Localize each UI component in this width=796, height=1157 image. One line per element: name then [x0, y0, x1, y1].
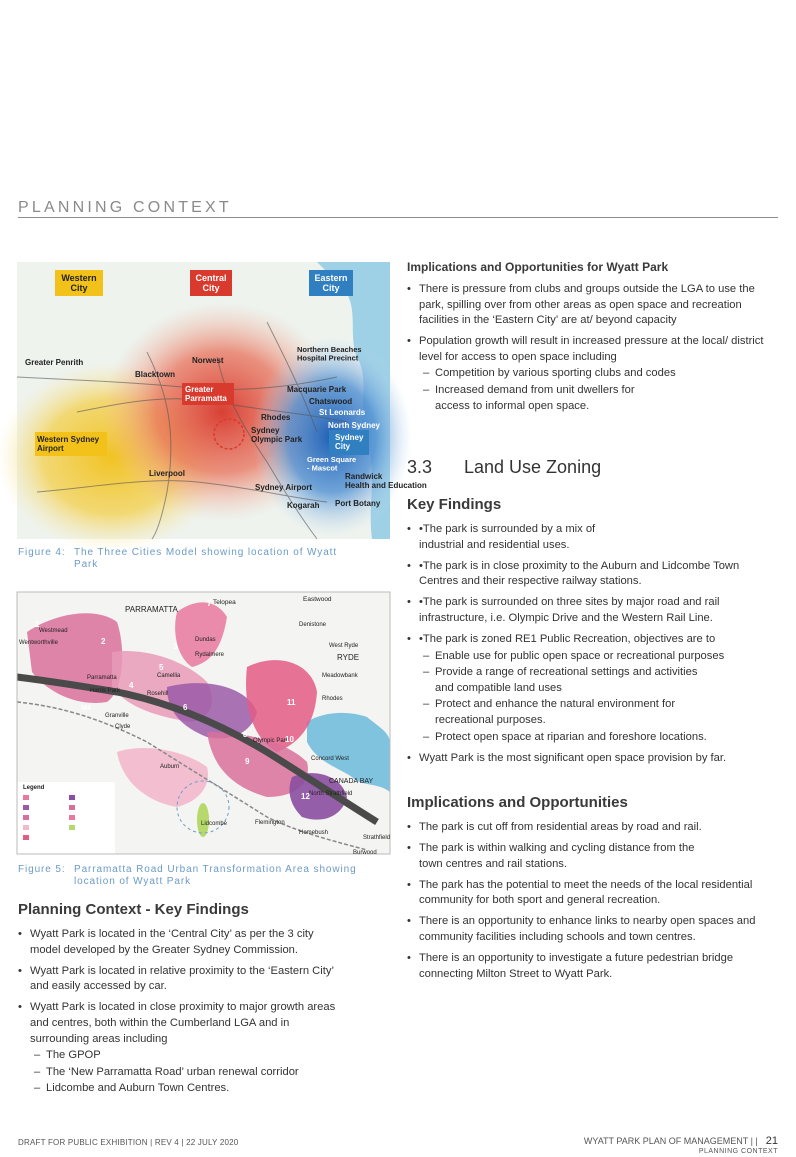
figure-5-number: Figure 5:: [18, 864, 66, 875]
list-item: • The park is within walking and cycling distance from the town centres and rail stations.: [407, 841, 719, 872]
zone-number-12: 12: [301, 792, 310, 801]
fig5-place-parramatta: PARRAMATTA: [125, 605, 178, 614]
fig5-place-burwood: Burwood: [353, 850, 377, 856]
fig5-place-rydalmere: Rydalmere: [195, 652, 225, 658]
section-number: 3.3: [407, 457, 433, 477]
zone-number-9: 9: [245, 757, 250, 766]
section-title-text: Land Use Zoning: [464, 457, 602, 477]
fig5-place-concord-west: Concord West: [311, 756, 349, 762]
footer-right: [584, 1136, 778, 1157]
place-label-kogarah: Kogarah: [287, 501, 320, 510]
list-item: • •The park is in close proximity to the Auburn and Lidcombe Town Centres and their respective railway stations.: [407, 559, 773, 590]
fig5-place-parramatta: Parramatta: [87, 675, 117, 681]
place-label-greater-parramatta: Greater Parramatta: [185, 385, 227, 403]
place-label-sydney-olympic-park: Sydney Olympic Park: [251, 426, 303, 444]
figure-4-number: Figure 4:: [18, 547, 66, 558]
zone-number-7: 7: [207, 599, 212, 608]
zone-number-6: 6: [183, 703, 188, 712]
list-item: • The park has the potential to meet the needs of the local residential community for both sport and general recreation.: [407, 878, 773, 909]
fig5-place-auburn: Auburn: [160, 764, 180, 770]
zone-number-3: 3: [173, 642, 178, 651]
page-number: 21: [765, 1135, 778, 1147]
fig5-place-legend: Legend: [23, 785, 45, 791]
zone-number-8: 8: [243, 730, 248, 739]
list-item: • Wyatt Park is located in close proximity to major growth areas and centres, both within the Cumberland LGA and in surrounding areas including: [18, 1000, 340, 1047]
city-label-central-city: Central City: [195, 273, 227, 293]
key-findings-heading: Key Findings: [407, 496, 502, 513]
fig5-place-homebush: Homebush: [299, 830, 329, 836]
place-label-northern-beaches-hospital-precinct: Northern Beaches Hospital Precinct: [297, 345, 362, 363]
sub-list-item: – Protect open space at riparian and foreshore locations.: [407, 730, 773, 746]
legend-box: [17, 782, 115, 854]
fig5-place-telopea: Telopea: [213, 599, 236, 606]
place-label-western-sydney-airport: Western Sydney Airport: [37, 435, 100, 453]
place-label-randwick-health-and-education: Randwick Health and Education: [345, 472, 427, 490]
fig5-place-olympic-park: Olympic Park: [253, 738, 289, 744]
implications-wyatt-heading: Implications and Opportunities for Wyatt Park: [407, 260, 669, 274]
list-item: • Wyatt Park is located in relative proximity to the ‘Eastern City’ and easily accessed by car.: [18, 964, 340, 995]
figure-5-caption-text: Parramatta Road Urban Transformation Area showing location of Wyatt Park: [74, 864, 357, 887]
fig5-place-ryde: RYDE: [337, 653, 360, 662]
place-label-rhodes: Rhodes: [261, 413, 291, 422]
fig5-place-flemington: Flemington: [255, 820, 285, 826]
planning-key-findings-list: [18, 927, 340, 1098]
sub-list-item: – The ‘New Parramatta Road’ urban renewal corridor: [18, 1065, 340, 1081]
place-label-port-botany: Port Botany: [335, 499, 381, 508]
zone-number-10: 10: [285, 735, 294, 744]
city-label-eastern-city: Eastern City: [314, 273, 348, 293]
fig5-place-clyde: Clyde: [115, 724, 131, 730]
wyatt-park-site: [197, 803, 209, 837]
fig5-place-granville: Granville: [105, 713, 129, 719]
place-label-north-sydney: North Sydney: [328, 421, 381, 430]
fig5-place-eastwood: Eastwood: [303, 596, 332, 603]
list-item: • Wyatt Park is the most significant open space provision by far.: [407, 751, 773, 767]
fig5-place-rhodes: Rhodes: [322, 696, 343, 702]
figure-4-caption-text: The Three Cities Model showing location of Wyatt Park: [74, 547, 338, 570]
sub-list-item: – Competition by various sporting clubs and codes: [407, 366, 773, 382]
implications-wyatt-list: [407, 282, 773, 415]
fig5-place-m4: M4: [81, 705, 91, 712]
place-label-chatswood: Chatswood: [309, 397, 353, 406]
list-item: • The park is cut off from residential areas by road and rail.: [407, 820, 773, 836]
list-item: • There is an opportunity to investigate a future pedestrian bridge connecting Milton Street to Wyatt Park.: [407, 951, 773, 982]
key-findings-list: [407, 522, 773, 772]
zone-number-11: 11: [287, 698, 296, 707]
fig5-place-wentworthville: Wentworthville: [19, 640, 58, 646]
planning-key-findings-heading: Planning Context - Key Findings: [18, 901, 249, 918]
fig5-place-meadowbank: Meadowbank: [322, 673, 358, 679]
fig5-place-denistone: Denistone: [299, 622, 327, 628]
zone-number-4: 4: [129, 681, 134, 690]
footer-section: PLANNING CONTEXT: [698, 1148, 778, 1155]
fig5-place-lidcombe: Lidcombe: [201, 821, 228, 827]
section-3-3-heading: [407, 457, 601, 478]
title-rule: [18, 217, 778, 218]
list-item: • •The park is surrounded on three sites by major road and rail infrastructure, i.e. Olympic Drive and the Western Rail Line.: [407, 595, 773, 626]
place-label-sydney-airport: Sydney Airport: [255, 483, 313, 492]
zone-number-5: 5: [159, 663, 164, 672]
fig5-place-north-strathfield: North Strathfield: [309, 791, 353, 797]
place-label-liverpool: Liverpool: [149, 469, 186, 478]
place-label-blacktown: Blacktown: [135, 370, 176, 379]
zone-number-2: 2: [101, 637, 106, 646]
sub-list-item: – Protect and enhance the natural environment for recreational purposes.: [407, 697, 705, 728]
place-label-macquarie-park: Macquarie Park: [287, 385, 347, 394]
footer-doc-title: WYATT PARK PLAN OF MANAGEMENT | |: [583, 1136, 758, 1146]
figure-4-caption: [18, 547, 378, 571]
list-item: • •The park is zoned RE1 Public Recreation, objectives are to: [407, 632, 773, 648]
place-label-greater-penrith: Greater Penrith: [25, 358, 84, 367]
figure-5-caption: [18, 864, 378, 888]
fig5-place-westmead: Westmead: [39, 628, 68, 634]
list-item: • Population growth will result in increased pressure at the local/ district level for access to open space including: [407, 334, 773, 365]
list-item: • Wyatt Park is located in the ‘Central City’ as per the 3 city model developed by the Greater Sydney Commission.: [18, 927, 340, 958]
place-label-norwest: Norwest: [192, 356, 224, 365]
zone-number-1: 1: [35, 620, 40, 629]
fig5-place-dundas: Dundas: [195, 637, 216, 643]
city-label-western-city: Western City: [61, 273, 97, 293]
sub-list-item: – Increased demand from unit dwellers for access to informal open space.: [407, 383, 650, 414]
list-item: • There is an opportunity to enhance links to nearby open spaces and community facilities including schools and town centres.: [407, 914, 773, 945]
fig5-place-camellia: Camellia: [157, 673, 181, 679]
list-item: • •The park is surrounded by a mix of industrial and residential uses.: [407, 522, 619, 553]
list-item: • There is pressure from clubs and groups outside the LGA to use the park, spilling over from other areas as open space and recreation facilities in the ‘Eastern City’ are at/ beyond capacity: [407, 282, 773, 329]
implications-list: [407, 820, 773, 988]
place-label-sydney-city: Sydney City: [335, 433, 364, 451]
sub-list-item: – Provide a range of recreational settings and activities and compatible land uses: [407, 665, 705, 696]
parramatta-road-map: [17, 592, 390, 854]
fig5-place-rosehill: Rosehill: [147, 691, 169, 697]
fig5-place-harris-park: Harris Park: [90, 688, 121, 694]
place-label-st-leonards: St Leonards: [319, 408, 366, 417]
sub-list-item: – Enable use for public open space or recreational purposes: [407, 649, 773, 665]
sub-list-item: – The GPOP: [18, 1048, 340, 1064]
section-title: PLANNING CONTEXT: [18, 199, 232, 216]
footer-left: DRAFT FOR PUBLIC EXHIBITION | REV 4 | 22 JULY 2020: [18, 1138, 239, 1147]
fig5-place-canada-bay: CANADA BAY: [329, 778, 374, 785]
fig5-place-strathfield: Strathfield: [363, 835, 391, 841]
implications-heading: Implications and Opportunities: [407, 794, 628, 811]
place-label-green-square-mascot: Green Square - Mascot: [307, 455, 357, 473]
figure-5-map: [17, 592, 390, 854]
fig5-place-west-ryde: West Ryde: [329, 643, 359, 649]
sub-list-item: – Lidcombe and Auburn Town Centres.: [18, 1081, 340, 1097]
